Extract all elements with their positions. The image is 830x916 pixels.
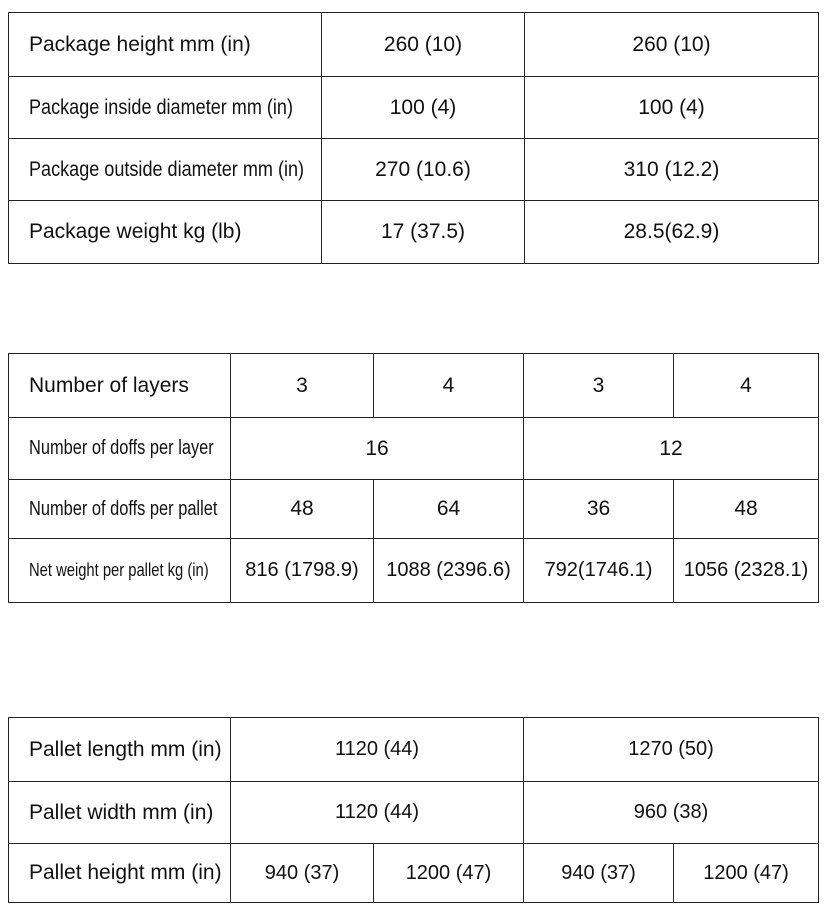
table-row (9, 782, 819, 844)
cell-value: 4 (674, 354, 819, 418)
table-row (9, 139, 819, 201)
table-row (9, 844, 819, 903)
cell-value: 1120 (44) (231, 718, 524, 782)
row-label: Pallet height mm (in) (9, 844, 231, 903)
cell-value: 260 (10) (525, 13, 819, 77)
cell-value: 1120 (44) (231, 782, 524, 844)
table-row (9, 13, 819, 77)
cell-value: 310 (12.2) (525, 139, 819, 201)
cell-value: 1270 (50) (524, 718, 819, 782)
row-label: Package inside diameter mm (in) (9, 77, 322, 139)
cell-value: 1056 (2328.1) (674, 539, 819, 603)
table-row (9, 418, 819, 480)
cell-value: 48 (231, 480, 374, 539)
cell-value: 100 (4) (525, 77, 819, 139)
cell-value: 816 (1798.9) (231, 539, 374, 603)
cell-value: 1088 (2396.6) (374, 539, 524, 603)
cell-value: 3 (524, 354, 674, 418)
cell-value: 260 (10) (322, 13, 525, 77)
cell-value: 960 (38) (524, 782, 819, 844)
cell-value: 940 (37) (524, 844, 674, 903)
row-label: Package outside diameter mm (in) (9, 139, 322, 201)
cell-value: 64 (374, 480, 524, 539)
table-row (9, 539, 819, 603)
row-label: Package height mm (in) (9, 13, 322, 77)
table-row (9, 354, 819, 418)
cell-value: 100 (4) (322, 77, 525, 139)
table-row (9, 201, 819, 264)
table-row (9, 77, 819, 139)
cell-value: 3 (231, 354, 374, 418)
cell-value: 1200 (47) (674, 844, 819, 903)
cell-value: 1200 (47) (374, 844, 524, 903)
cell-value: 16 (231, 418, 524, 480)
cell-value: 270 (10.6) (322, 139, 525, 201)
pallet-dimensions-table (8, 717, 819, 903)
row-label: Package weight kg (lb) (9, 201, 322, 264)
cell-value: 36 (524, 480, 674, 539)
cell-value: 940 (37) (231, 844, 374, 903)
row-label: Number of doffs per pallet (9, 480, 231, 539)
table-row (9, 480, 819, 539)
cell-value: 792(1746.1) (524, 539, 674, 603)
cell-value: 48 (674, 480, 819, 539)
pallet-load-table (8, 353, 819, 603)
cell-value: 17 (37.5) (322, 201, 525, 264)
cell-value: 12 (524, 418, 819, 480)
cell-value: 4 (374, 354, 524, 418)
cell-value: 28.5(62.9) (525, 201, 819, 264)
table-row (9, 718, 819, 782)
row-label: Pallet length mm (in) (9, 718, 231, 782)
row-label: Pallet width mm (in) (9, 782, 231, 844)
row-label: Number of doffs per layer (9, 418, 231, 480)
row-label: Net weight per pallet kg (in) (9, 539, 231, 603)
row-label: Number of layers (9, 354, 231, 418)
package-specs-table (8, 12, 819, 264)
